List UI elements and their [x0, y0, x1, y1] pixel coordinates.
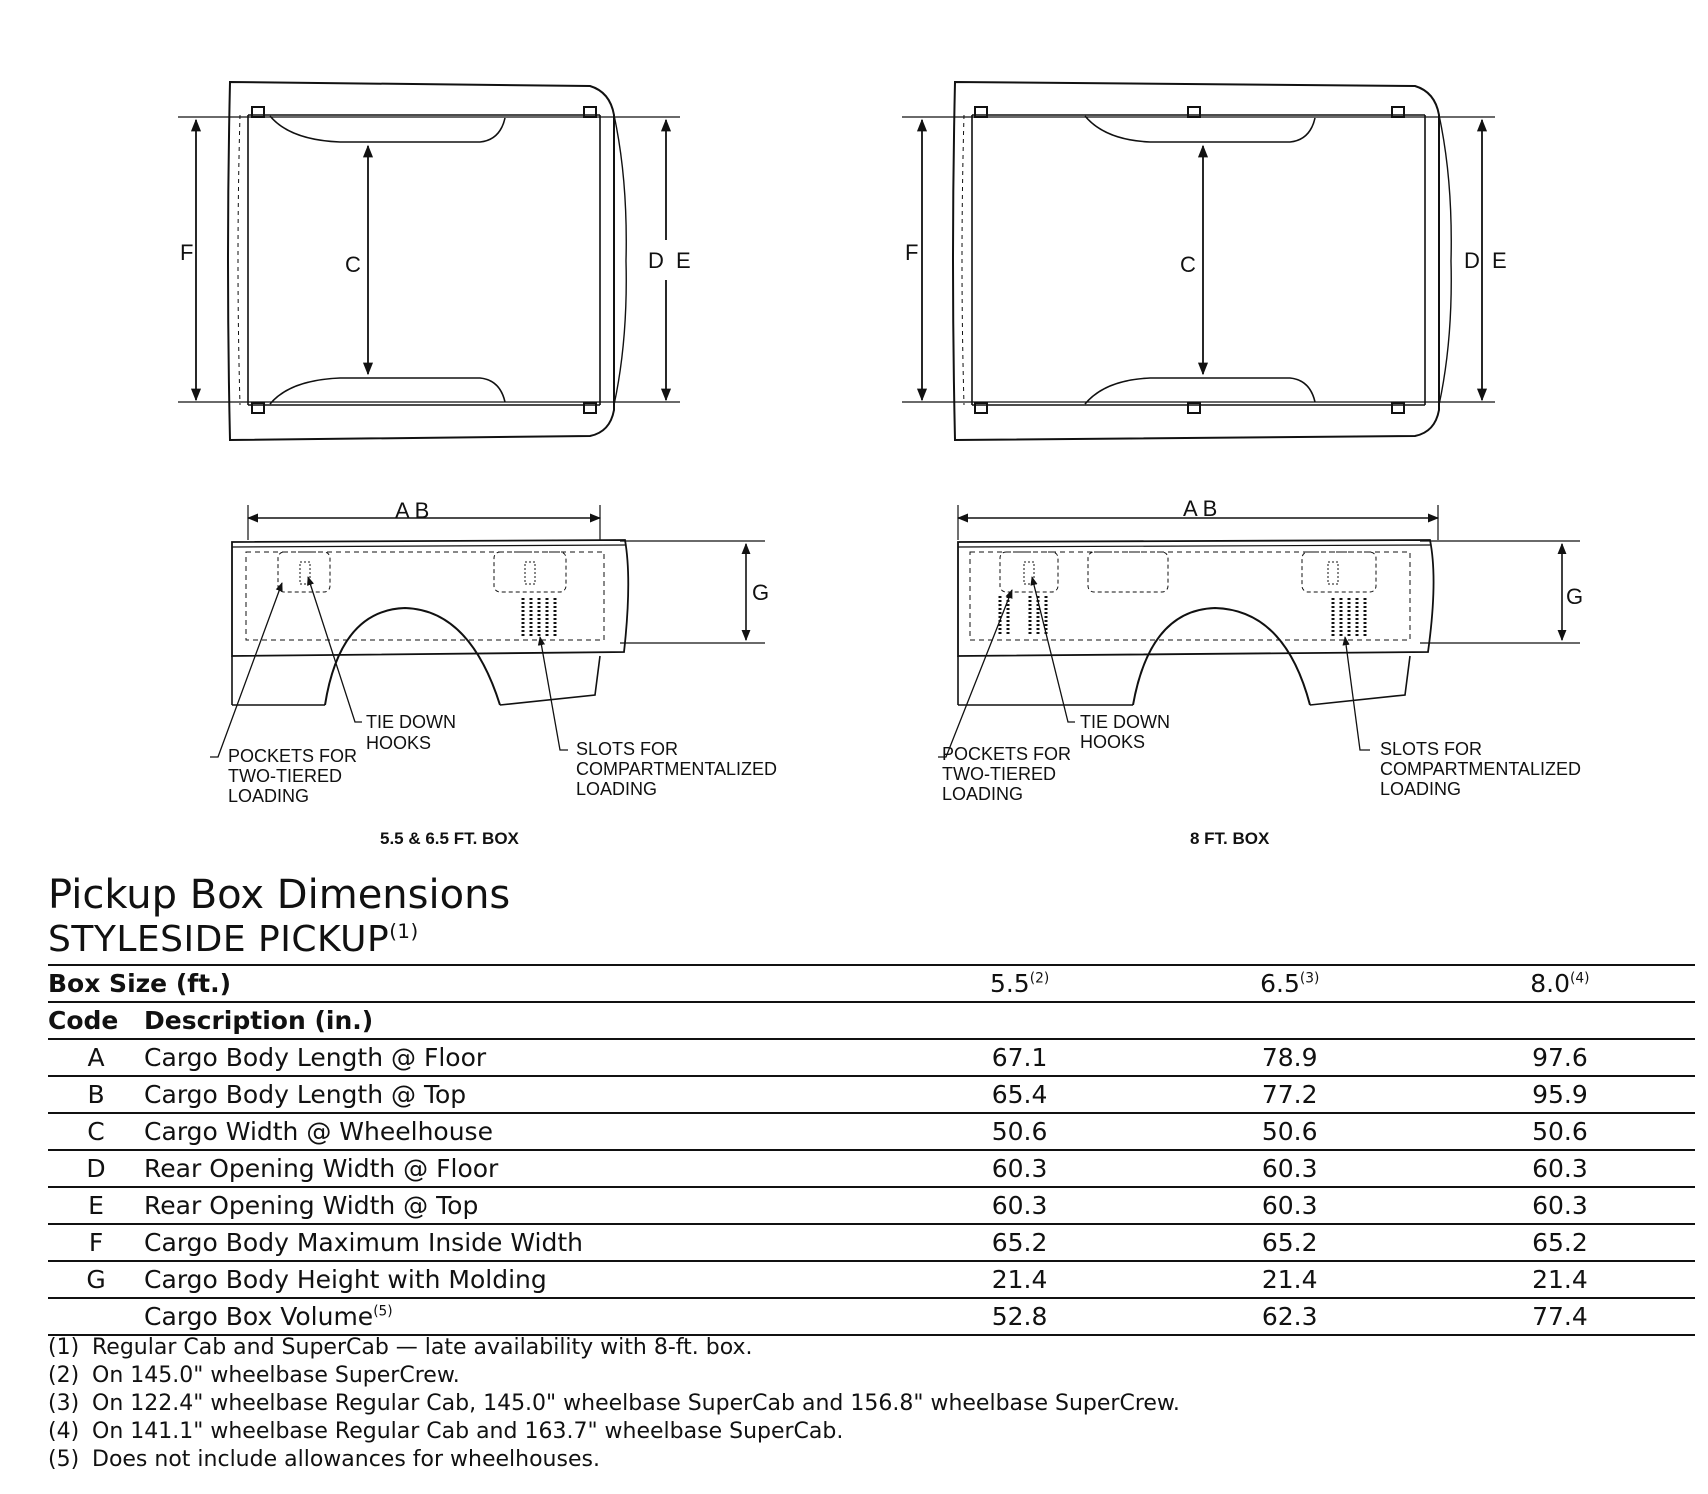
footnote-number: (2) [48, 1363, 80, 1388]
table-row [48, 1298, 1695, 1335]
box-size-row [48, 965, 1695, 1002]
side-view-right [938, 505, 1580, 757]
label-d-right: D [1464, 248, 1480, 273]
table-row [48, 1113, 1695, 1150]
dimensions-table [48, 964, 1695, 1336]
box-size-8-0: 8.0$^{(4)}$ [1425, 965, 1695, 1002]
row-value: 60.3 [1155, 1187, 1425, 1224]
footnote [48, 1418, 1180, 1446]
footnote-text: Does not include allowances for wheelhouses. [92, 1447, 600, 1472]
row-value: 21.4 [1155, 1261, 1425, 1298]
row-code: E [48, 1187, 144, 1224]
row-value: 60.3 [884, 1150, 1154, 1187]
callout-pockets-right: POCKETS FOR TWO-TIERED LOADING [942, 744, 1072, 804]
footnote-number: (4) [48, 1419, 80, 1444]
row-value: 50.6 [884, 1113, 1154, 1150]
table-row [48, 1224, 1695, 1261]
row-code: D [48, 1150, 144, 1187]
subtitle-text: STYLESIDE PICKUP [48, 919, 390, 960]
footnote-text: Regular Cab and SuperCab — late availability with 8-ft. box. [92, 1335, 753, 1360]
caption-left: 5.5 & 6.5 FT. BOX [380, 829, 519, 848]
box-size-6-5: 6.5$^{(3)}$ [1155, 965, 1425, 1002]
callout-slots-left: SLOTS FOR COMPARTMENTALIZED LOADING [576, 739, 778, 799]
caption-right: 8 FT. BOX [1190, 829, 1270, 848]
row-description: Cargo Body Length @ Floor [144, 1039, 884, 1076]
row-value: 50.6 [1155, 1113, 1425, 1150]
footnote [48, 1362, 1180, 1390]
row-value: 62.3 [1155, 1298, 1425, 1335]
row-value: 65.2 [1425, 1224, 1695, 1261]
row-description: Cargo Body Height with Molding [144, 1261, 884, 1298]
label-f-right: F [905, 240, 919, 265]
label-e-right: E [1492, 248, 1507, 273]
top-view-right [902, 82, 1495, 440]
row-value: 78.9 [1155, 1039, 1425, 1076]
row-value: 60.3 [884, 1187, 1154, 1224]
top-view-left [178, 82, 680, 440]
row-value: 65.2 [1155, 1224, 1425, 1261]
label-ab-right: A B [1183, 496, 1218, 521]
footnote [48, 1390, 1180, 1418]
callout-pockets-left: POCKETS FOR TWO-TIERED LOADING [228, 746, 358, 806]
label-g-left: G [752, 580, 770, 605]
page-subtitle [48, 918, 510, 962]
title-block [48, 872, 510, 962]
footnote-text: On 122.4" wheelbase Regular Cab, 145.0" wheelbase SuperCab and 156.8" wheelbase SuperCrew. [92, 1391, 1180, 1416]
label-e-left: E [676, 248, 691, 273]
table-row [48, 1076, 1695, 1113]
callout-slots-right: SLOTS FOR COMPARTMENTALIZED LOADING [1380, 739, 1582, 799]
row-value: 52.8 [884, 1298, 1154, 1335]
label-d-left: D [648, 248, 664, 273]
label-f-left: F [180, 240, 194, 265]
row-value: 65.4 [884, 1076, 1154, 1113]
row-value: 21.4 [1425, 1261, 1695, 1298]
row-code [48, 1298, 144, 1335]
row-code: G [48, 1261, 144, 1298]
row-value: 67.1 [884, 1039, 1154, 1076]
row-value: 97.6 [1425, 1039, 1695, 1076]
footnote-text: On 141.1" wheelbase Regular Cab and 163.7" wheelbase SuperCab. [92, 1419, 844, 1444]
row-description: Cargo Body Length @ Top [144, 1076, 884, 1113]
table-row [48, 1150, 1695, 1187]
row-code: C [48, 1113, 144, 1150]
label-c-left: C [345, 252, 361, 277]
label-c-right: C [1180, 252, 1196, 277]
footnote-number: (1) [48, 1335, 80, 1360]
row-value: 77.4 [1425, 1298, 1695, 1335]
table-row [48, 1187, 1695, 1224]
footnote-number: (3) [48, 1391, 80, 1416]
footnotes [48, 1334, 1180, 1474]
row-code: F [48, 1224, 144, 1261]
row-value: 60.3 [1425, 1150, 1695, 1187]
row-value: 60.3 [1155, 1150, 1425, 1187]
table-row [48, 1039, 1695, 1076]
row-value: 50.6 [1425, 1113, 1695, 1150]
column-header-row [48, 1002, 1695, 1039]
side-view-left [210, 505, 765, 757]
table-row [48, 1261, 1695, 1298]
row-value: 95.9 [1425, 1076, 1695, 1113]
subtitle-footnote-ref: (1) [389, 920, 419, 943]
page-title: Pickup Box Dimensions [48, 872, 511, 918]
row-description: Cargo Body Maximum Inside Width [144, 1224, 884, 1261]
footnote-text: On 145.0" wheelbase SuperCrew. [92, 1363, 460, 1388]
row-description: Cargo Box Volume$^{(5)}$ [144, 1298, 884, 1335]
row-value: 77.2 [1155, 1076, 1425, 1113]
callout-tiedown-left: TIE DOWN HOOKS [366, 712, 456, 753]
footnote-number: (5) [48, 1447, 80, 1472]
footnote [48, 1446, 1180, 1474]
row-description: Rear Opening Width @ Top [144, 1187, 884, 1224]
box-size-5-5: 5.5$^{(2)}$ [884, 965, 1154, 1002]
row-description: Cargo Width @ Wheelhouse [144, 1113, 884, 1150]
row-code: A [48, 1039, 144, 1076]
row-value: 65.2 [884, 1224, 1154, 1261]
callout-tiedown-right: TIE DOWN HOOKS [1080, 712, 1170, 752]
label-ab-left: A B [395, 498, 430, 523]
row-code: B [48, 1076, 144, 1113]
label-g-right: G [1566, 584, 1584, 609]
description-header: Description (in.) [144, 1002, 884, 1039]
footnote [48, 1334, 1180, 1362]
code-header: Code [48, 1002, 144, 1039]
box-size-label: Box Size (ft.) [48, 965, 884, 1002]
row-description: Rear Opening Width @ Floor [144, 1150, 884, 1187]
row-value: 60.3 [1425, 1187, 1695, 1224]
row-value: 21.4 [884, 1261, 1154, 1298]
